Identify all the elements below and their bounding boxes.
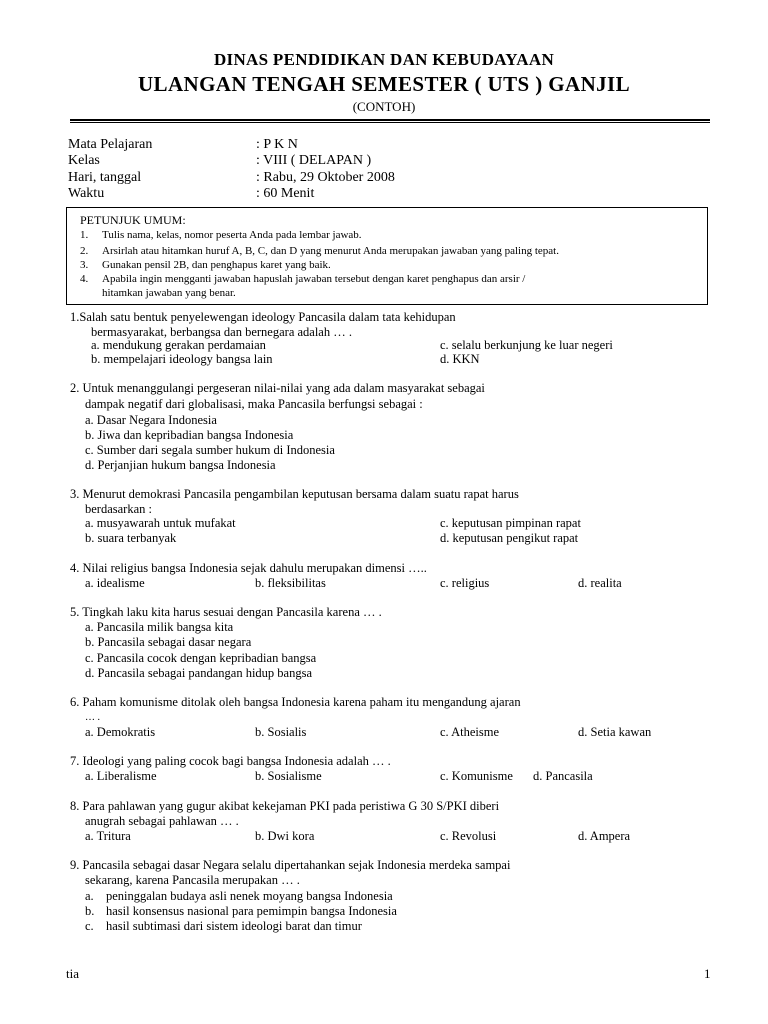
q7-option-b: b. Sosialisme	[255, 769, 322, 783]
instruction-item: Arsirlah atau hitamkan huruf A, B, C, dan D yang menurut Anda merupakan jawaban yang paling tepat.	[102, 245, 559, 257]
agency-heading: DINAS PENDIDIKAN DAN KEBUDAYAAN	[213, 50, 555, 69]
question-6-cont: … .	[85, 712, 100, 723]
instruction-item: Gunakan pensil 2B, dan penghapus karet yang baik.	[102, 259, 331, 271]
q3-option-b: b. suara terbanyak	[85, 531, 177, 545]
instructions-title: PETUNJUK UMUM:	[80, 213, 186, 227]
question-5: 5. Tingkah laku kita harus sesuai dengan Pancasila karena … .	[70, 605, 382, 619]
q1-option-c: c. selalu berkunjung ke luar negeri	[440, 338, 613, 352]
question-7: 7. Ideologi yang paling cocok bagi bangsa Indonesia adalah … .	[70, 754, 391, 768]
time-value: : 60 Menit	[256, 186, 315, 201]
date-value: : Rabu, 29 Oktober 2008	[256, 170, 395, 185]
exam-title: ULANGAN TENGAH SEMESTER ( UTS ) GANJIL	[137, 72, 631, 96]
q9-option-c-letter: c.	[85, 919, 94, 933]
q6-option-d: d. Setia kawan	[578, 725, 652, 739]
instruction-number: 2.	[80, 245, 89, 257]
question-2-cont: dampak negatif dari globalisasi, maka Pancasila berfungsi sebagai :	[85, 397, 423, 411]
q6-option-a: a. Demokratis	[85, 725, 156, 739]
instruction-number: 4.	[80, 273, 89, 285]
q1-option-d: d. KKN	[440, 352, 480, 366]
q7-option-a: a. Liberalisme	[85, 769, 157, 783]
q2-option-c: c. Sumber dari segala sumber hukum di Indonesia	[85, 443, 335, 457]
q9-option-b-letter: b.	[85, 904, 95, 918]
q2-option-b: b. Jiwa dan kepribadian bangsa Indonesia	[85, 428, 294, 442]
q2-option-d: d. Perjanjian hukum bangsa Indonesia	[85, 458, 276, 472]
instruction-number: 3.	[80, 259, 89, 271]
q3-option-c: c. keputusan pimpinan rapat	[440, 516, 581, 530]
time-label: Waktu	[68, 186, 105, 201]
question-4: 4. Nilai religius bangsa Indonesia sejak dahulu merupakan dimensi …..	[70, 561, 427, 575]
q4-option-c: c. religius	[440, 576, 490, 590]
page-number: 1	[704, 966, 711, 981]
q9-option-a-letter: a.	[85, 889, 94, 903]
q5-option-b: b. Pancasila sebagai dasar negara	[85, 635, 252, 649]
question-8-cont: anugrah sebagai pahlawan … .	[85, 814, 239, 828]
q5-option-a: a. Pancasila milik bangsa kita	[85, 620, 234, 634]
class-value: : VIII ( DELAPAN )	[256, 153, 372, 168]
footer-author: tia	[66, 966, 79, 981]
q9-option-b: hasil konsensus nasional para pemimpin bangsa Indonesia	[106, 904, 397, 918]
instruction-number: 1.	[80, 229, 89, 241]
q5-option-d: d. Pancasila sebagai pandangan hidup bangsa	[85, 666, 313, 680]
q6-option-c: c. Atheisme	[440, 725, 500, 739]
q9-option-c: hasil subtimasi dari sistem ideologi barat dan timur	[106, 919, 362, 933]
q6-option-b: b. Sosialis	[255, 725, 307, 739]
q1-option-b: b. mempelajari ideology bangsa lain	[91, 352, 273, 366]
date-label: Hari, tanggal	[68, 170, 142, 185]
subject-label: Mata Pelajaran	[68, 137, 153, 152]
class-label: Kelas	[68, 153, 100, 168]
q4-option-b: b. fleksibilitas	[255, 576, 326, 590]
question-9-cont: sekarang, karena Pancasila merupakan … .	[85, 873, 300, 887]
q1-option-a: a. mendukung gerakan perdamaian	[91, 338, 266, 352]
q4-option-d: d. realita	[578, 576, 622, 590]
q8-option-b: b. Dwi kora	[255, 829, 315, 843]
header-rule-thin	[70, 122, 710, 123]
q5-option-c: c. Pancasila cocok dengan kepribadian bangsa	[85, 651, 317, 665]
question-9: 9. Pancasila sebagai dasar Negara selalu dipertahankan sejak Indonesia merdeka sampai	[70, 858, 511, 872]
q7-option-c: c. Komunisme	[440, 769, 513, 783]
header-rule	[70, 119, 710, 121]
q2-option-a: a. Dasar Negara Indonesia	[85, 413, 217, 427]
question-6: 6. Paham komunisme ditolak oleh bangsa Indonesia karena paham itu mengandung ajaran	[70, 695, 521, 709]
q8-option-d: d. Ampera	[578, 829, 631, 843]
q4-option-a: a. idealisme	[85, 576, 145, 590]
instruction-item: Apabila ingin mengganti jawaban hapuslah jawaban tersebut dengan karet penghapus dan arsir /	[102, 273, 526, 285]
q3-option-d: d. keputusan pengikut rapat	[440, 531, 579, 545]
question-3-cont: berdasarkan :	[85, 502, 152, 516]
q8-option-a: a. Tritura	[85, 829, 131, 843]
subject-value: : P K N	[256, 137, 298, 152]
question-1: 1.Salah satu bentuk penyelewengan ideology Pancasila dalam tata kehidupan	[70, 310, 456, 324]
q7-option-d: d. Pancasila	[533, 769, 593, 783]
instruction-item-continued: hitamkan jawaban yang benar.	[102, 287, 236, 299]
sample-label: (CONTOH)	[352, 99, 416, 114]
q3-option-a: a. musyawarah untuk mufakat	[85, 516, 236, 530]
question-8: 8. Para pahlawan yang gugur akibat kekejaman PKI pada peristiwa G 30 S/PKI diberi	[70, 799, 500, 813]
q8-option-c: c. Revolusi	[440, 829, 497, 843]
question-3: 3. Menurut demokrasi Pancasila pengambilan keputusan bersama dalam suatu rapat harus	[70, 487, 519, 501]
q9-option-a: peninggalan budaya asli nenek moyang bangsa Indonesia	[106, 889, 393, 903]
instruction-item: Tulis nama, kelas, nomor peserta Anda pada lembar jawab.	[102, 229, 362, 241]
question-1-cont: bermasyarakat, berbangsa dan bernegara adalah … .	[91, 325, 352, 339]
question-2: 2. Untuk menanggulangi pergeseran nilai-nilai yang ada dalam masyarakat sebagai	[70, 381, 485, 395]
